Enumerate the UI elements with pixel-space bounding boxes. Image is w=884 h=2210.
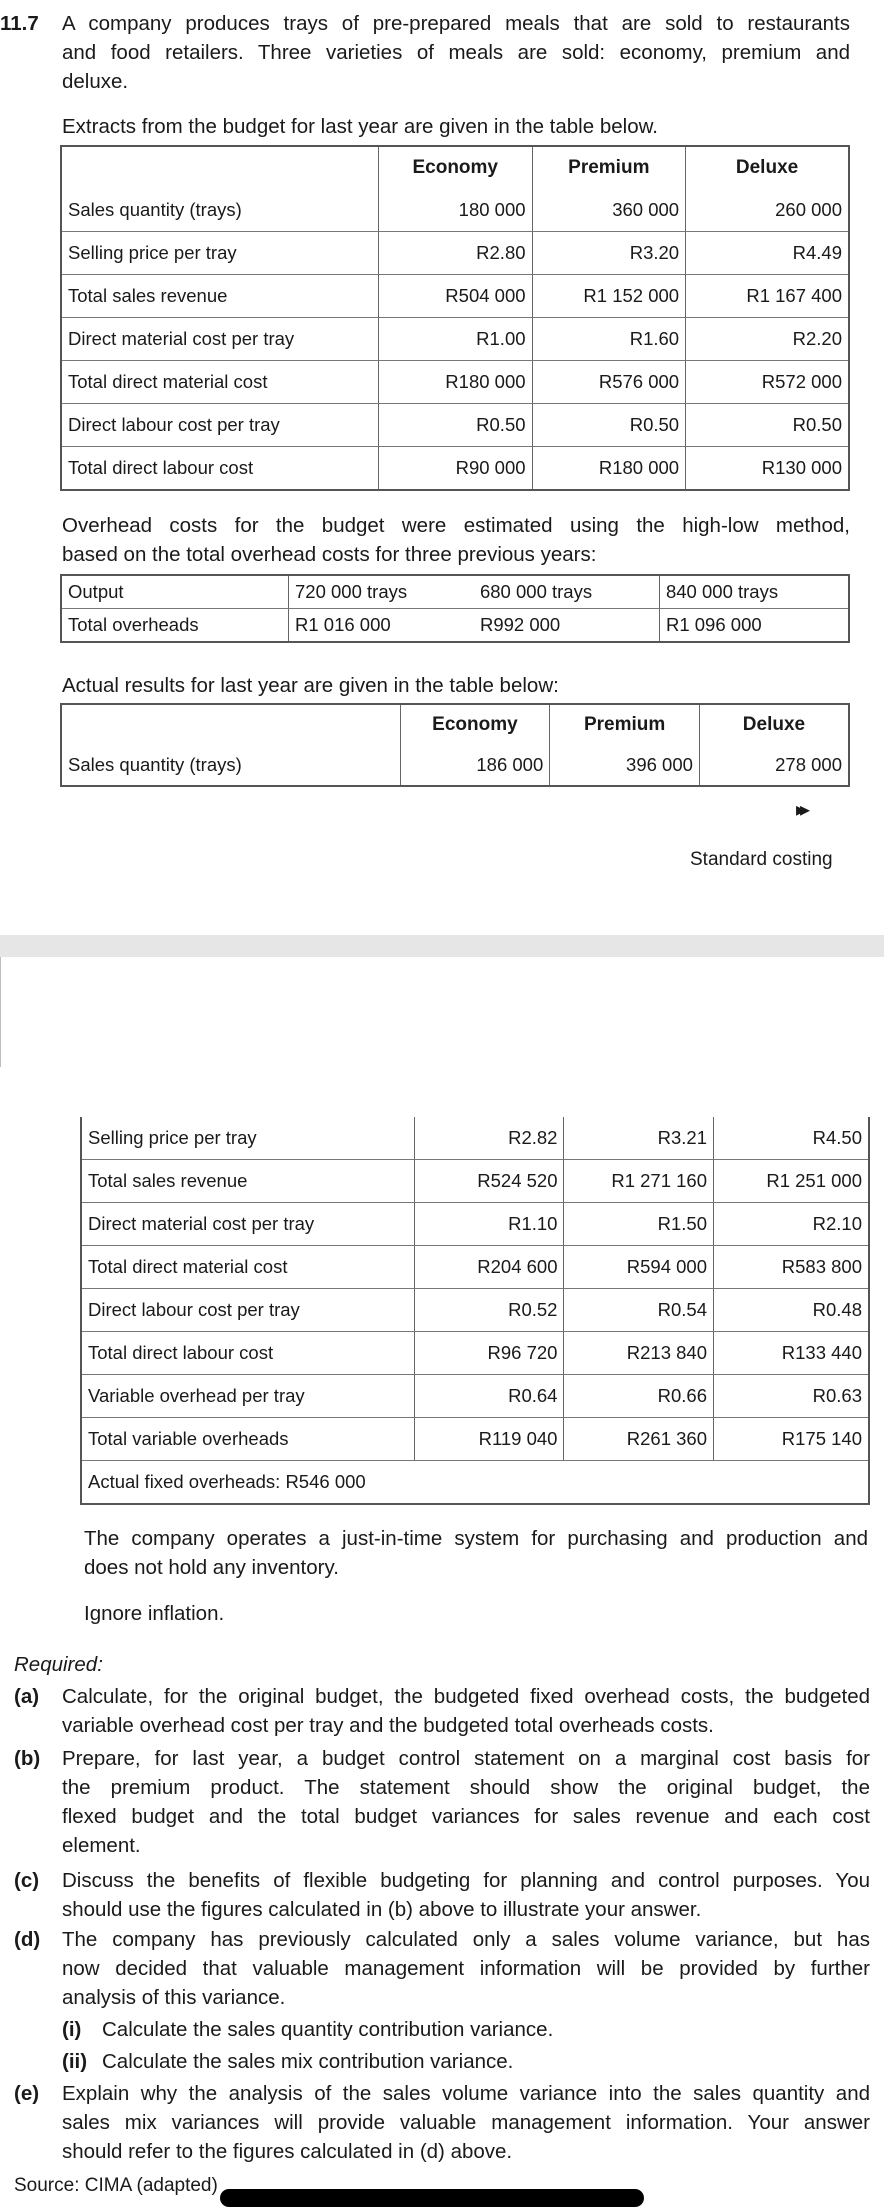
cell-economy: R119 040 [414,1418,564,1461]
table-row [81,1246,869,1289]
cell-economy: R204 600 [414,1246,564,1289]
cell-deluxe: R130 000 [686,447,849,491]
jit-line-1: The company operates a just-in-time system for purchasing and production and [84,1527,868,1550]
cell-economy: 180 000 [378,189,532,232]
part-a-letter: (a) [14,1685,40,1708]
fixed-overheads-note: Actual fixed overheads: R546 000 [88,1471,366,1492]
cell-deluxe: R175 140 [714,1418,870,1461]
overheads-table [60,574,850,643]
cell-economy: R96 720 [414,1332,564,1375]
cell-economy: R2.80 [378,232,532,275]
row-label: Total sales revenue [81,1160,414,1203]
row-label: Sales quantity (trays) [61,189,378,232]
actual-header-deluxe: Deluxe [699,704,849,745]
intro-line-3: deluxe. [62,70,129,93]
cell-premium: R0.66 [564,1375,714,1418]
table-row [81,1160,869,1203]
cell-deluxe: R4.50 [714,1117,870,1160]
cell-premium: R180 000 [532,447,686,491]
row-label: Total direct material cost [81,1246,414,1289]
row-label: Total sales revenue [61,275,378,318]
cell-deluxe: R0.63 [714,1375,870,1418]
cell-year-2: 680 000 trays [474,575,660,609]
ignore-inflation: Ignore inflation. [84,1602,225,1625]
cell-premium: R3.21 [564,1117,714,1160]
part-d-i-text: Calculate the sales quantity contribution variance. [102,2018,554,2041]
row-label: Selling price per tray [61,232,378,275]
cell-year-3: 840 000 trays [659,575,849,609]
budget-table-header [61,146,849,189]
part-c-line-2: should use the figures calculated in (b) above to illustrate your answer. [62,1898,702,1921]
cell-premium: R0.54 [564,1289,714,1332]
actual-header-economy: Economy [400,704,550,745]
cell-economy: R0.50 [378,404,532,447]
cell-premium: R576 000 [532,361,686,404]
actual-header-premium: Premium [550,704,700,745]
part-d-ii-text: Calculate the sales mix contribution variance. [102,2050,514,2073]
jit-line-2: does not hold any inventory. [84,1556,339,1579]
part-e-line-1: Explain why the analysis of the sales volume variance into the sales quantity and [62,2082,870,2105]
cell-deluxe: R0.50 [686,404,849,447]
part-c-letter: (c) [14,1869,40,1892]
cell-economy: 186 000 [400,745,550,786]
cell-deluxe: 260 000 [686,189,849,232]
overheads-intro-2: based on the total overhead costs for three previous years: [62,543,597,566]
cell-deluxe: R0.48 [714,1289,870,1332]
table-row [61,575,849,609]
cell-premium: R1 271 160 [564,1160,714,1203]
cell-economy: R0.52 [414,1289,564,1332]
part-b-letter: (b) [14,1747,41,1770]
cell-deluxe: R133 440 [714,1332,870,1375]
part-e-line-2: sales mix variances will provide valuable management information. Your answer [62,2111,870,2134]
source-note: Source: CIMA (adapted) [14,2175,218,2196]
row-label: Total overheads [68,614,199,635]
table-row [61,609,849,643]
cell-premium: R3.20 [532,232,686,275]
budget-header-economy: Economy [378,146,532,189]
part-e-line-3: should refer to the figures calculated in (d) above. [62,2140,513,2163]
cell-economy: R180 000 [378,361,532,404]
table-row [81,1461,869,1505]
cell-economy: R90 000 [378,447,532,491]
cell-premium: R0.50 [532,404,686,447]
cell-premium: R1 152 000 [532,275,686,318]
row-label: Direct labour cost per tray [81,1289,414,1332]
table-row [81,1289,869,1332]
row-label: Sales quantity (trays) [68,754,242,775]
row-label: Output [61,575,289,609]
table-row [61,447,849,491]
budget-header-deluxe: Deluxe [686,146,849,189]
cell-premium: 396 000 [550,745,700,786]
table-row [61,404,849,447]
part-a-line-1: Calculate, for the original budget, the budgeted fixed overhead costs, the budgeted [62,1685,870,1708]
table-row [61,361,849,404]
cell-economy: R1.10 [414,1203,564,1246]
cell-economy: R524 520 [414,1160,564,1203]
cell-deluxe: R572 000 [686,361,849,404]
cell-year-3: R1 096 000 [659,609,849,643]
row-label: Selling price per tray [81,1117,414,1160]
actual-table-header [61,704,849,745]
cell-year-2: R992 000 [479,614,561,635]
actual-table-continued [80,1117,870,1505]
table-row [81,1332,869,1375]
budget-intro: Extracts from the budget for last year are given in the table below. [62,115,658,138]
row-label: Variable overhead per tray [81,1375,414,1418]
cell-premium: R261 360 [564,1418,714,1461]
section-heading: Standard costing [690,849,833,870]
table-row [61,232,849,275]
cell-deluxe: R1 167 400 [686,275,849,318]
cell-deluxe: R2.10 [714,1203,870,1246]
part-d-line-1: The company has previously calculated only a sales volume variance, but has [62,1928,870,1951]
row-label: Direct labour cost per tray [61,404,378,447]
continue-arrow-icon: ▸▸ [796,799,805,821]
part-d-line-3: analysis of this variance. [62,1986,286,2009]
intro-line-2: and food retailers. Three varieties of meals are sold: economy, premium and [62,41,850,64]
table-row [61,189,849,232]
cell-premium: R1.50 [564,1203,714,1246]
cell-deluxe: 278 000 [699,745,849,786]
redaction-bar [220,2189,644,2207]
table-row [81,1117,869,1160]
part-d-i-letter: (i) [62,2018,82,2041]
row-label: Total variable overheads [81,1418,414,1461]
cell-deluxe: R1 251 000 [714,1160,870,1203]
overheads-intro-1: Overhead costs for the budget were estimated using the high-low method, [62,514,850,537]
cell-premium: R1.60 [532,318,686,361]
row-label: Total direct labour cost [68,457,254,478]
cell-deluxe: R583 800 [714,1246,870,1289]
actual-table [60,703,850,787]
row-label: Total direct material cost [61,361,378,404]
part-b-line-2: the premium product. The statement should show the original budget, the [62,1776,870,1799]
part-b-line-1: Prepare, for last year, a budget control statement on a marginal cost basis for [62,1747,870,1770]
cell-year-1: R1 016 000 [289,609,474,643]
actual-intro: Actual results for last year are given in the table below: [62,674,559,697]
table-row [81,1375,869,1418]
budget-table [60,145,850,491]
row-label: Total direct labour cost [81,1332,414,1375]
cell-economy: R0.64 [414,1375,564,1418]
table-row [81,1418,869,1461]
cell-economy: R504 000 [378,275,532,318]
cell-economy: R1.00 [378,318,532,361]
table-row [61,318,849,361]
table-row [61,275,849,318]
part-b-line-3: flexed budget and the total budget variances for sales revenue and each cost [62,1805,870,1828]
budget-header-premium: Premium [532,146,686,189]
cell-premium: R594 000 [564,1246,714,1289]
intro-line-1: A company produces trays of pre-prepared meals that are sold to restaurants [62,12,850,35]
cell-deluxe: R4.49 [686,232,849,275]
part-b-line-4: element. [62,1834,141,1857]
table-row [61,745,849,786]
part-d-letter: (d) [14,1928,41,1951]
question-number: 11.7 [0,12,39,35]
row-label: Direct material cost per tray [81,1203,414,1246]
row-label: Direct material cost per tray [61,318,378,361]
part-e-letter: (e) [14,2082,40,2105]
cell-premium: R213 840 [564,1332,714,1375]
part-a-line-2: variable overhead cost per tray and the budgeted total overheads costs. [62,1714,714,1737]
cell-economy: R2.82 [414,1117,564,1160]
required-label: Required: [14,1653,103,1676]
part-d-ii-letter: (ii) [62,2050,88,2073]
part-c-line-1: Discuss the benefits of flexible budgeting for planning and control purposes. You [62,1869,870,1892]
cell-premium: 360 000 [532,189,686,232]
part-d-line-2: now decided that valuable management information will be provided by further [62,1957,870,1980]
table-row [81,1203,869,1246]
page-edge-line [0,957,1,1067]
cell-deluxe: R2.20 [686,318,849,361]
cell-year-1: 720 000 trays [289,575,474,609]
page-gap [0,935,884,957]
